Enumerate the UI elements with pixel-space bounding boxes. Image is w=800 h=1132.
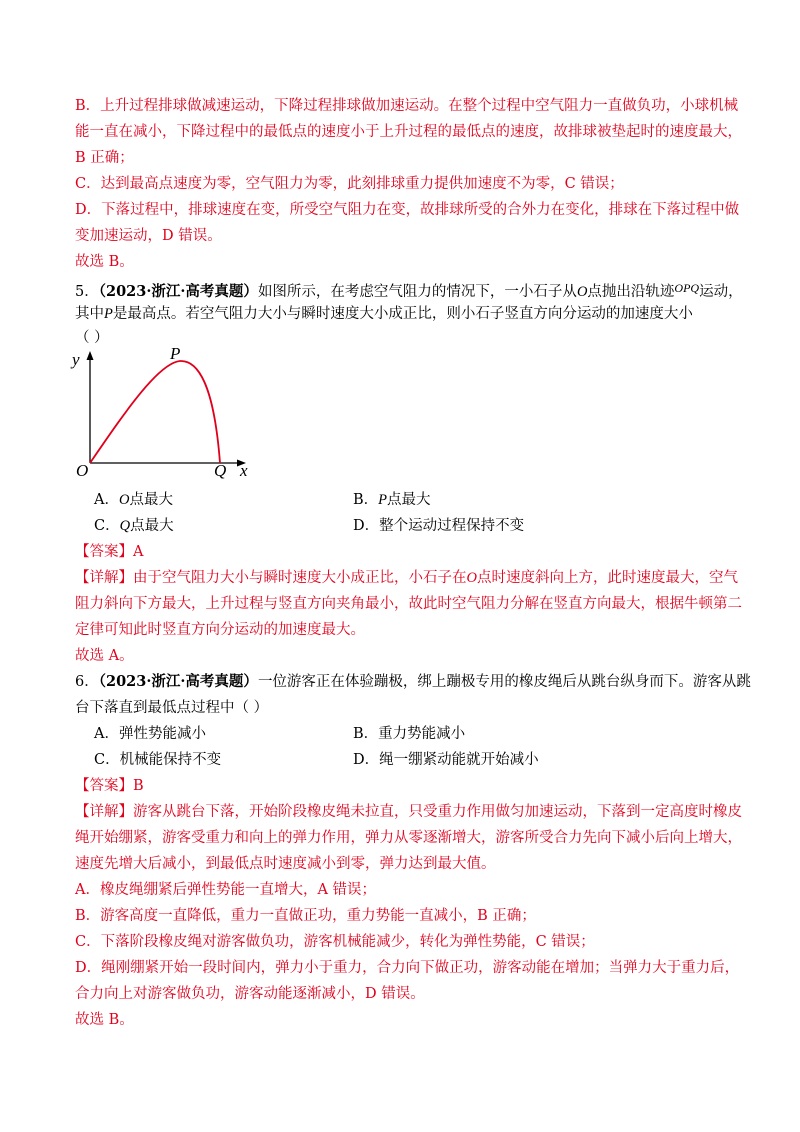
q5-option-b-text: 点最大	[387, 492, 431, 508]
trajectory-curve	[90, 361, 220, 463]
q5-stem-a: 如图所示，在考虑空气阻力的情况下，一小石子从	[257, 284, 577, 300]
q6-option-a[interactable]: A．弹性势能减小	[94, 726, 206, 742]
q6-option-a-explain: A．橡皮绳绷紧后弹性势能一直增大，A 错误；	[75, 882, 377, 898]
q5-option-c-prefix: C．	[94, 518, 120, 534]
q4-conclusion: 故选 B。	[75, 254, 134, 270]
origin-label: O	[76, 461, 89, 480]
q5-option-c-text: 点最大	[130, 518, 174, 534]
q6-number: 6．	[75, 674, 99, 690]
y-axis-arrow	[87, 351, 94, 360]
q6-option-b[interactable]: B．重力势能减小	[353, 726, 466, 742]
y-axis-label: y	[72, 350, 80, 369]
q5-option-a-prefix: A．	[94, 492, 119, 508]
q5-stem-c: 运动，	[699, 284, 743, 300]
q6-conclusion: 故选 B。	[75, 1012, 134, 1028]
q4-option-b-explain-line1: B．上升过程排球做减速运动，下降过程排球做加速运动。在整个过程中空气阻力一直做负功，小球机械	[75, 98, 739, 114]
q5-line2-b: 是最高点。若空气阻力大小与瞬时速度大小成正比，则小石子竖直方向分运动的加速度大小	[112, 306, 693, 322]
q6-stem-text: 一位游客正在体验蹦极，绑上蹦极专用的橡皮绳后从跳台纵身而下。游客从跳	[257, 674, 751, 690]
x-axis-label: x	[240, 461, 248, 480]
q5-path-label: OPQ	[674, 281, 700, 295]
q5-explain-line2: 阻力斜向下方最大，上升过程与竖直方向夹角最小，故此时空气阻力分解在竖直方向最大，根据牛顿第二	[75, 596, 742, 612]
q6-stem-line1	[75, 672, 751, 692]
q5-option-d[interactable]: D．整个运动过程保持不变	[353, 518, 525, 534]
q5-option-c-var: Q	[119, 518, 131, 534]
q5-number: 5．	[75, 284, 99, 300]
end-label: Q	[214, 461, 227, 480]
q5-explain-line3: 定律可知此时竖直方向分运动的加速度最大。	[75, 622, 365, 638]
q6-explain-line3: 速度先增大后减小，到最低点时速度减小到零，弹力达到最大值。	[75, 856, 496, 872]
q5-conclusion: 故选 A。	[75, 648, 134, 664]
q5-option-a-text: 点最大	[129, 492, 173, 508]
q6-option-d[interactable]: D．绳一绷紧动能就开始减小	[353, 752, 539, 768]
q4-option-d-explain-line1: D．下落过程中，排球速度在变，所受空气阻力在变，故排球所受的合外力在变化，排球在下落过程中做	[75, 202, 740, 218]
q5-answer: 【答案】A	[75, 544, 144, 560]
q6-option-b-explain: B．游客高度一直降低，重力一直做正功，重力势能一直减小，B 正确；	[75, 908, 536, 924]
q5-option-b-prefix: B．	[353, 492, 379, 508]
q5-trajectory-figure	[68, 345, 268, 480]
q5-explain-line1	[75, 568, 738, 588]
q5-point-p: P	[104, 306, 113, 322]
q5-option-b-var: P	[378, 492, 388, 508]
q5-explain-a: 【详解】由于空气阻力大小与瞬时速度大小成正比，小石子在	[75, 570, 467, 586]
q5-stem-line1	[75, 278, 743, 302]
q6-stem-line2: 台下落直到最低点过程中（ ）	[75, 700, 269, 716]
q6-option-c[interactable]: C．机械能保持不变	[94, 752, 222, 768]
q6-source: （2023·浙江·高考真题）	[98, 673, 258, 690]
q6-option-d-explain-line2: 合力向上对游客做负功，游客动能逐渐减小，D 错误。	[75, 986, 425, 1002]
q5-source: （2023·浙江·高考真题）	[98, 283, 258, 300]
q5-option-c[interactable]	[94, 516, 174, 536]
q5-stem-b: 点抛出沿轨迹	[587, 284, 675, 300]
q5-point-o: O	[576, 284, 588, 300]
q5-answer-paren: （ ）	[75, 330, 109, 346]
q4-option-c-explain: C．达到最高点速度为零，空气阻力为零，此刻排球重力提供加速度不为零，C 错误；	[75, 176, 624, 192]
q5-line2-a: 其中	[75, 306, 104, 322]
q5-explain-var: O	[466, 570, 477, 586]
q4-option-b-explain-line2: 能一直在减小，下降过程中的最低点的速度小于上升过程的最低点的速度，故排球被垫起时的速度最大，	[75, 124, 742, 140]
q5-option-b[interactable]	[353, 490, 431, 510]
q6-explain-line2: 绳开始绷紧，游客受重力和向上的弹力作用，弹力从零逐渐增大，游客所受合力先向下减小后向上增大，	[75, 830, 742, 846]
q4-option-d-explain-line2: 变加速运动，D 错误。	[75, 228, 222, 244]
q6-answer: 【答案】B	[75, 778, 144, 794]
q6-option-d-explain-line1: D．绳刚绷紧开始一段时间内，弹力小于重力，合力向下做正功，游客动能在增加；当弹力大于重力后，	[75, 960, 740, 976]
q6-explain-line1: 【详解】游客从跳台下落，开始阶段橡皮绳未拉直，只受重力作用做匀加速运动，下落到一定高度时橡皮	[75, 804, 742, 820]
q5-option-a[interactable]	[94, 490, 173, 510]
q5-option-a-var: O	[118, 492, 130, 508]
q5-explain-b: 点时速度斜向上方，此时速度最大，空气	[476, 570, 738, 586]
q5-stem-line2	[75, 304, 693, 324]
q6-option-c-explain: C．下落阶段橡皮绳对游客做负功，游客机械能减少，转化为弹性势能，C 错误；	[75, 934, 595, 950]
peak-label: P	[170, 345, 181, 363]
q4-option-b-explain-line3: B 正确；	[75, 150, 134, 166]
